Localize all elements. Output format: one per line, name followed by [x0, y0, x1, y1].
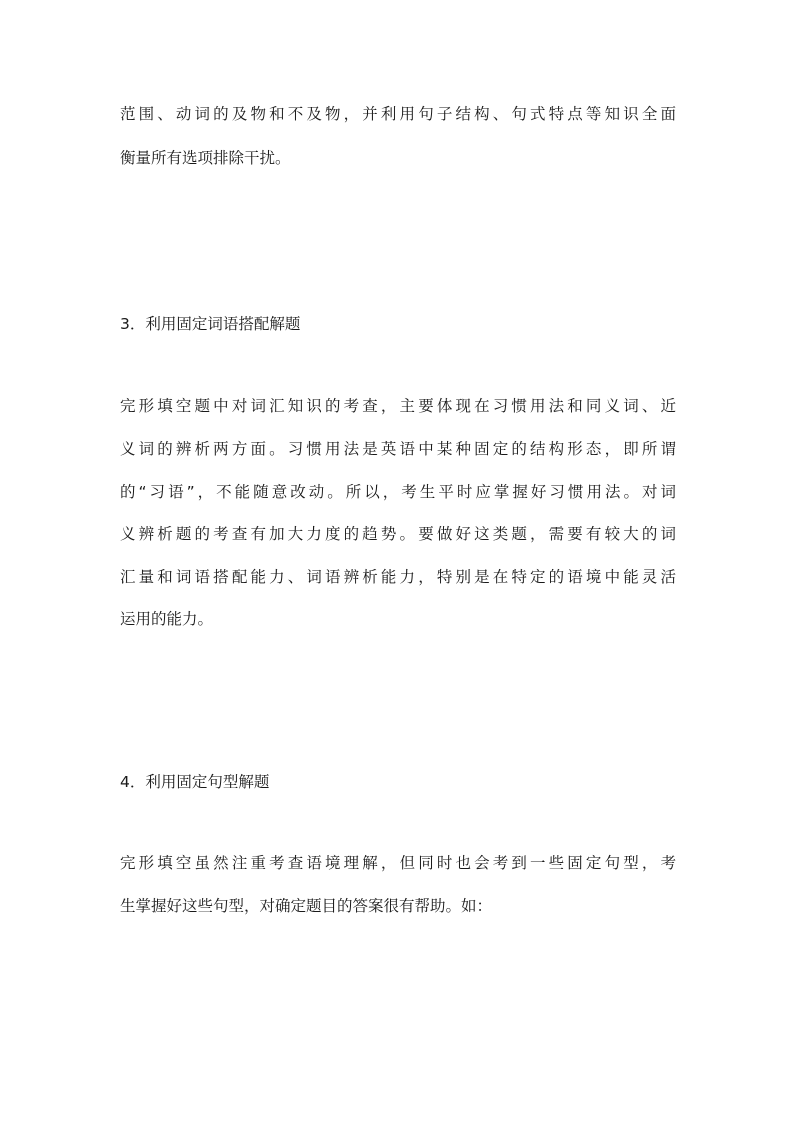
section-3-line-5: 汇量和词语搭配能力、词语辨析能力，特别是在特定的语境中能灵活 — [120, 568, 676, 586]
section-3-line-6: 运用的能力。 — [120, 610, 214, 628]
paragraph-1-line-2: 衡量所有选项排除干扰。 — [120, 149, 291, 167]
section-3-line-3: 的“习语”，不能随意改动。所以，考生平时应掌握好习惯用法。对词 — [120, 483, 676, 501]
section-3-line-4: 义辨析题的考查有加大力度的趋势。要做好这类题，需要有较大的词 — [120, 525, 676, 543]
section-3-line-1: 完形填空题中对词汇知识的考查，主要体现在习惯用法和同义词、近 — [120, 397, 676, 415]
section-4-heading: 4．利用固定句型解题 — [120, 773, 270, 791]
paragraph-1-line-1: 范围、动词的及物和不及物，并利用句子结构、句式特点等知识全面 — [120, 105, 676, 123]
section-3-line-2: 义词的辨析两方面。习惯用法是英语中某种固定的结构形态，即所谓 — [120, 440, 676, 458]
section-3-heading: 3．利用固定词语搭配解题 — [120, 315, 301, 333]
section-4-line-1: 完形填空虽然注重考查语境理解，但同时也会考到一些固定句型，考 — [120, 854, 676, 872]
section-4-line-2: 生掌握好这些句型，对确定题目的答案很有帮助。如： — [120, 897, 493, 915]
